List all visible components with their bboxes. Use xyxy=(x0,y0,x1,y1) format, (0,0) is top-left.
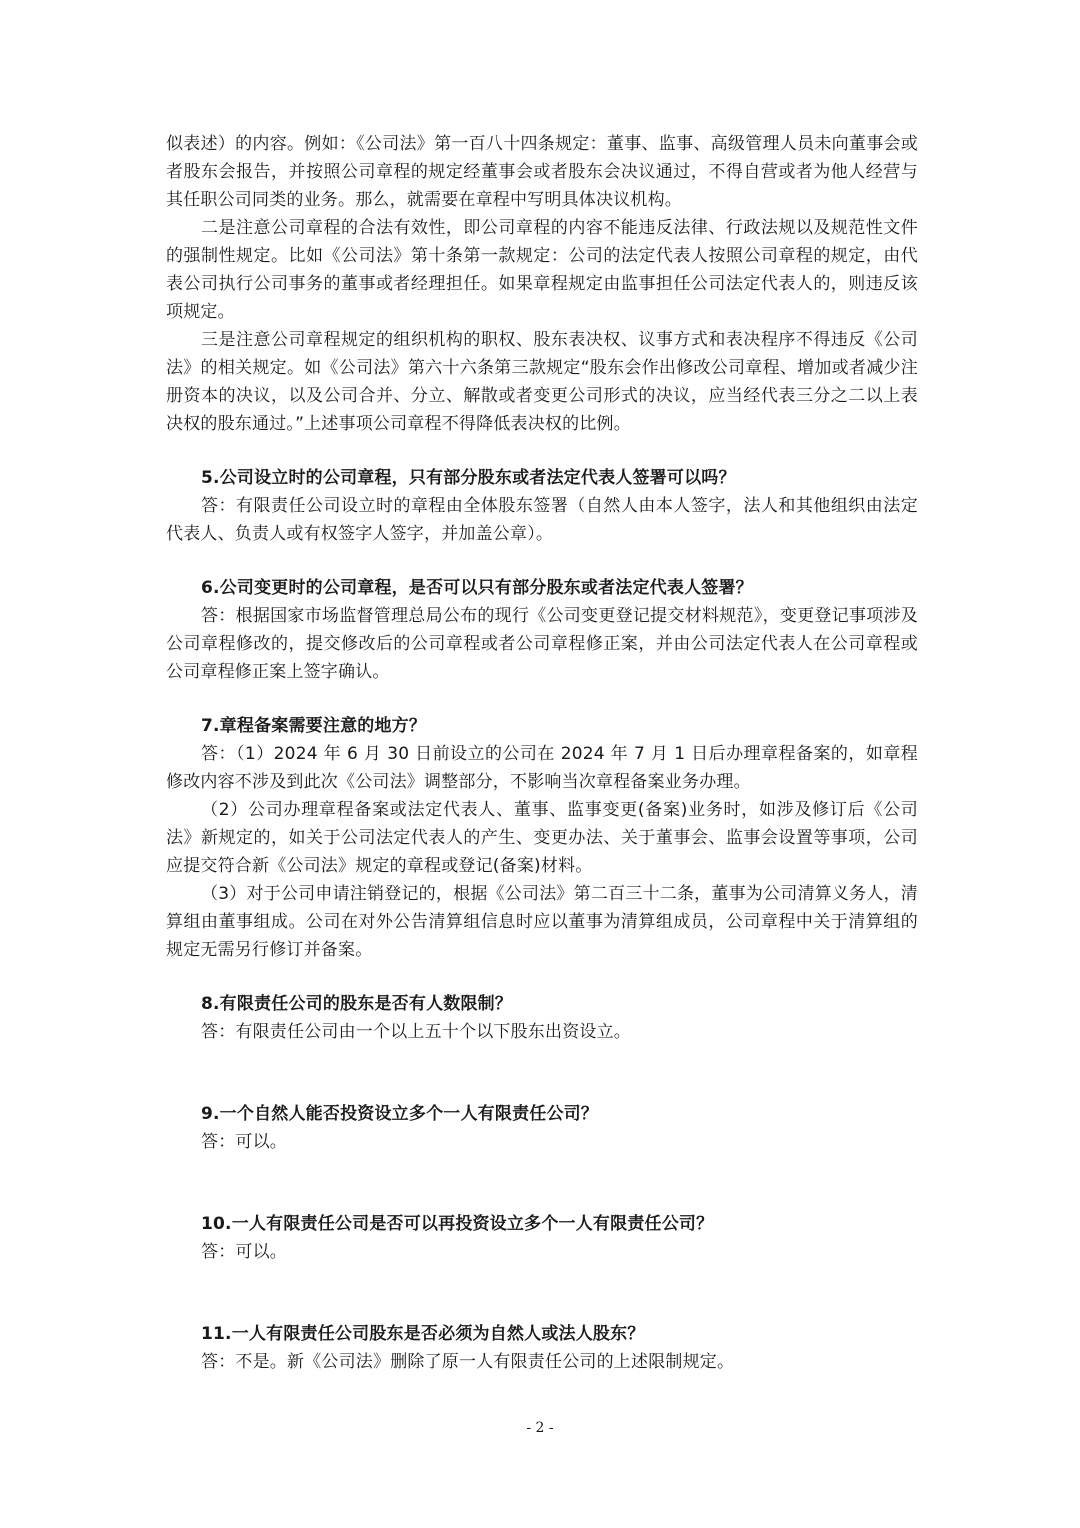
spacer xyxy=(166,438,918,464)
spacer xyxy=(166,686,918,712)
answer-8: 答：有限责任公司由一个以上五十个以下股东出资设立。 xyxy=(201,1022,631,1042)
answer-9: 答：可以。 xyxy=(201,1132,287,1152)
question-7: 7.章程备案需要注意的地方？ xyxy=(201,716,427,736)
answer-11: 答：不是。新《公司法》删除了原一人有限责任公司的上述限制规定。 xyxy=(201,1352,735,1372)
question-9: 9.一个自然人能否投资设立多个一人有限责任公司？ xyxy=(201,1104,599,1124)
question-5: 5.公司设立时的公司章程，只有部分股东或者法定代表人签署可以吗？ xyxy=(201,468,736,488)
question-8: 8.有限责任公司的股东是否有人数限制？ xyxy=(201,994,513,1014)
intro-paragraph-3: 三是注意公司章程规定的组织机构的职权、股东表决权、议事方式和表决程序不得违反《公司法》的相关规定。如《公司法》第六十六条第三款规定“股东会作出修改公司章程、增加或者减少注册资本的决议，以及公司合并、分立、解散或者变更公司形式的决议，应当经代表三分之二以上表决权的股东通过。”上述事项公司章程不得降低表决权的比例。 xyxy=(166,330,918,434)
answer-10: 答：可以。 xyxy=(201,1242,287,1262)
answer-6: 答：根据国家市场监督管理总局公布的现行《公司变更登记提交材料规范》，变更登记事项涉及公司章程修改的，提交修改后的公司章程或者公司章程修正案，并由公司法定代表人在公司章程或公司章程修正案上签字确认。 xyxy=(166,606,918,682)
answer-7-part-2: （2）公司办理章程备案或法定代表人、董事、监事变更(备案)业务时，如涉及修订后《公司法》新规定的，如关于公司法定代表人的产生、变更办法、关于董事会、监事会设置等事项，公司应提交符合新《公司法》规定的章程或登记(备案)材料。 xyxy=(166,800,918,876)
answer-7-part-1: 答：（1）2024 年 6 月 30 日前设立的公司在 2024 年 7 月 1 日后办理章程备案的，如章程修改内容不涉及到此次《公司法》调整部分，不影响当次章程备案业务办理。 xyxy=(166,744,918,792)
spacer xyxy=(166,1046,918,1100)
question-6: 6.公司变更时的公司章程，是否可以只有部分股东或者法定代表人签署？ xyxy=(201,578,753,598)
intro-paragraph-2: 二是注意公司章程的合法有效性，即公司章程的内容不能违反法律、行政法规以及规范性文件的强制性规定。比如《公司法》第十条第一款规定：公司的法定代表人按照公司章程的规定，由代表公司执行公司事务的董事或者经理担任。如果章程规定由监事担任公司法定代表人的，则违反该项规定。 xyxy=(166,218,918,322)
spacer xyxy=(166,964,918,990)
answer-5: 答：有限责任公司设立时的章程由全体股东签署（自然人由本人签字，法人和其他组织由法定代表人、负责人或有权签字人签字，并加盖公章）。 xyxy=(166,496,918,544)
question-11: 11.一人有限责任公司股东是否必须为自然人或法人股东？ xyxy=(201,1324,645,1344)
spacer xyxy=(166,1156,918,1210)
answer-7-part-3: （3）对于公司申请注销登记的，根据《公司法》第二百三十二条，董事为公司清算义务人，清算组由董事组成。公司在对外公告清算组信息时应以董事为清算组成员，公司章程中关于清算组的规定无需另行修订并备案。 xyxy=(166,884,918,960)
spacer xyxy=(166,1266,918,1320)
spacer xyxy=(166,548,918,574)
page-number: - 2 - xyxy=(526,1420,554,1436)
question-10: 10.一人有限责任公司是否可以再投资设立多个一人有限责任公司？ xyxy=(201,1214,714,1234)
document-body xyxy=(166,130,918,1376)
intro-paragraph-1: 似表述）的内容。例如：《公司法》第一百八十四条规定：董事、监事、高级管理人员未向董事会或者股东会报告，并按照公司章程的规定经董事会或者股东会决议通过，不得自营或者为他人经营与其任职公司同类的业务。那么，就需要在章程中写明具体决议机构。 xyxy=(166,134,918,210)
